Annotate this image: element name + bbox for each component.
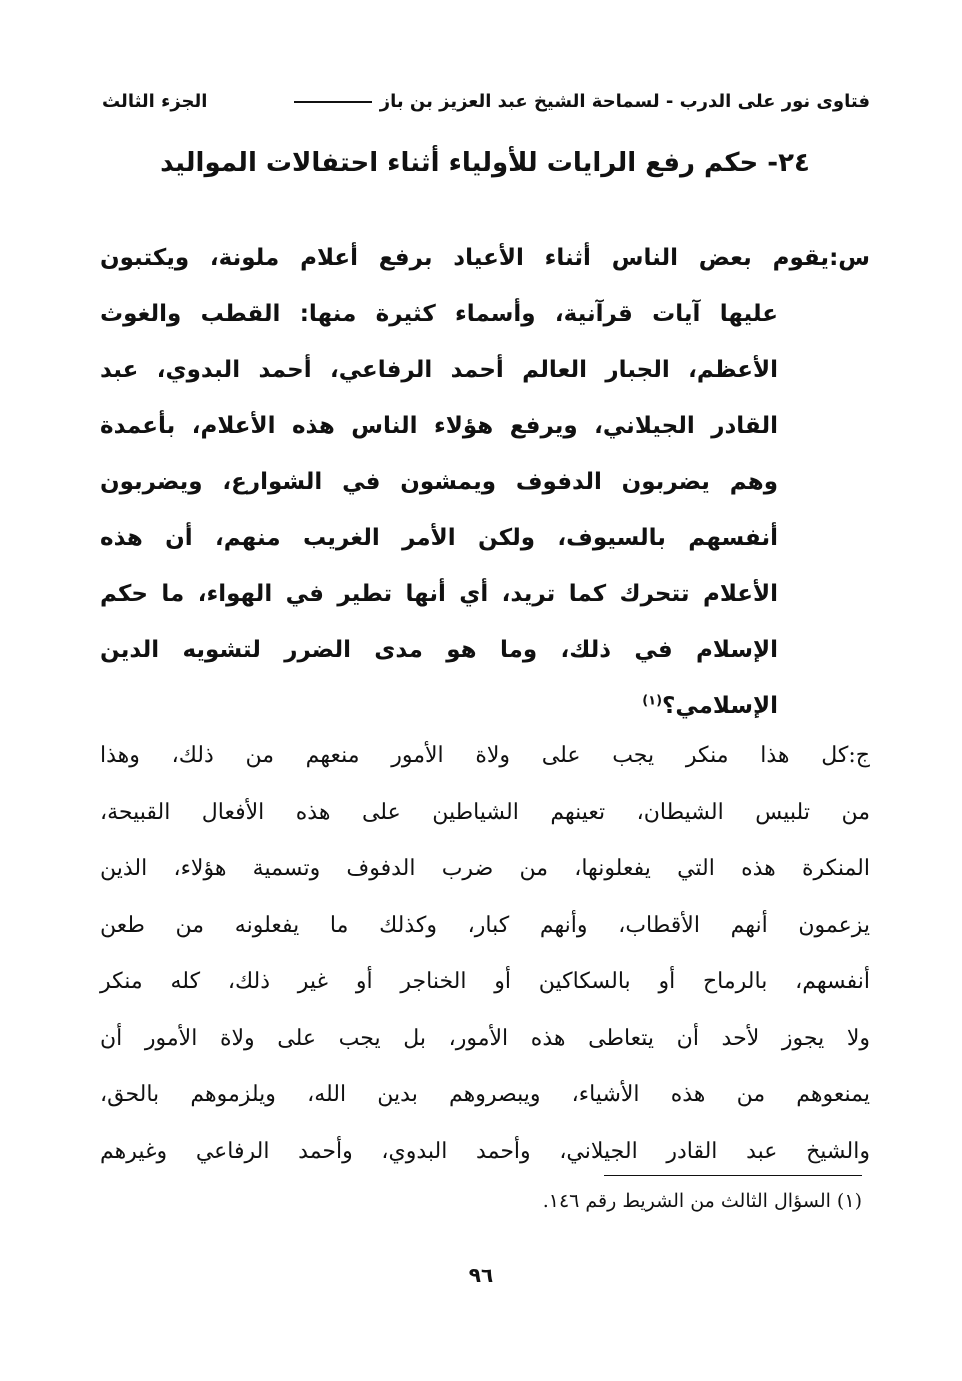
footnote-divider xyxy=(604,1175,862,1176)
header-part: الجزء الثالث xyxy=(102,90,208,112)
question-line: الأعظم، الجبار العالم أحمد الرفاعي، أحمد البدوي، عبد xyxy=(100,357,778,383)
header-rule xyxy=(294,101,372,103)
answer-line: المنكرة هذه التي يفعلونها، من ضرب الدفوف وتسمية هؤلاء، الذين xyxy=(100,856,870,881)
section-title: ٢٤- حكم رفع الرايات للأولياء أثناء احتفالات المواليد xyxy=(160,148,810,178)
question-prefix: س: xyxy=(829,245,870,271)
question-line: وهم يضربون الدفوف ويمشون في الشوارع، ويضربون xyxy=(100,469,778,495)
answer-line: من تلبيس الشيطان، تعينهم الشياطين على هذه الأفعال القبيحة، xyxy=(100,799,870,825)
answer-line: أنفسهم، بالرماح أو بالسكاكين أو الخناجر أو غير ذلك، كله منكر xyxy=(100,969,870,994)
question-line: القادر الجيلاني، ويرفع هؤلاء الناس هذه الأعلام، بأعمدة xyxy=(100,413,778,439)
answer-line: يمنعوهم من هذه الأشياء، ويبصروهم بدين الله، ويلزموهم بالحق، xyxy=(100,1082,870,1107)
answer-line: ولا يجوز لأحد أن يتعاطى هذه الأمور، بل يجب على ولاة الأمور أن xyxy=(100,1025,870,1051)
answer-line: ج:كل هذا منكر يجب على ولاة الأمور منعهم من ذلك، وهذا xyxy=(100,728,870,785)
running-header xyxy=(102,84,870,118)
answer-line: والشيخ عبد القادر الجيلاني، وأحمد البدوي، وأحمد الرفاعي وغيرهم xyxy=(100,1138,870,1164)
question-line: الأعلام تتحرك كما تريد، أي أنها تطير في الهواء، ما حكم xyxy=(100,581,778,607)
footnote: (١) السؤال الثالث من الشريط رقم ١٤٦. xyxy=(542,1190,862,1212)
answer-block xyxy=(100,728,870,1180)
question-line: أنفسهم بالسيوف، ولكن الأمر الغريب منهم، أن هذه xyxy=(100,525,778,551)
answer-prefix: ج: xyxy=(848,743,870,768)
question-line-last: الإسلامي؟$^{(١)}$ xyxy=(642,693,778,719)
question-line: الإسلام في ذلك، وما هو مدى الضرر لتشويه الدين xyxy=(100,637,778,663)
footnote-marker: (١) xyxy=(642,693,663,709)
answer-line: يزعمون أنهم الأقطاب، وأنهم كبار، وكذلك ما يفعلونه من طعن xyxy=(100,912,870,938)
page-number: ٩٦ xyxy=(468,1263,494,1287)
question-line: عليها آيات قرآنية، وأسماء كثيرة منها: القطب والغوث xyxy=(100,301,778,327)
question-block xyxy=(100,230,870,734)
header-book-title: فتاوى نور على الدرب - لسماحة الشيخ عبد العزيز بن باز xyxy=(286,91,870,112)
question-line: س:يقوم بعض الناس أثناء الأعياد برفع أعلام ملونة، ويكتبون xyxy=(100,230,870,286)
